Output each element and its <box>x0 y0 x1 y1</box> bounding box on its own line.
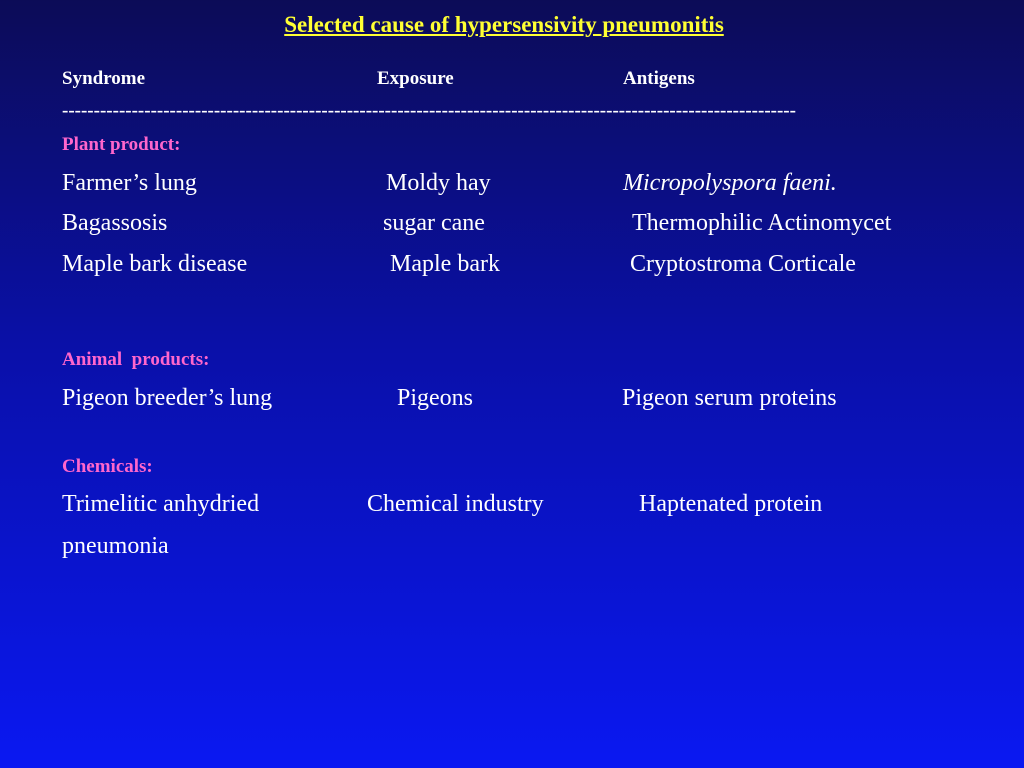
row-syndrome-continuation: pneumonia <box>62 533 169 559</box>
row-antigen: Haptenated protein <box>639 491 823 517</box>
header-exposure: Exposure <box>377 68 454 89</box>
section-label-animal: Animal products: <box>62 349 210 370</box>
row-exposure: Pigeons <box>397 385 474 411</box>
row-syndrome: Maple bark disease <box>62 251 248 277</box>
header-antigens: Antigens <box>623 68 695 89</box>
row-syndrome: Trimelitic anhydried <box>62 491 260 517</box>
row-exposure: Chemical industry <box>367 491 544 517</box>
slide-title: Selected cause of hypersensivity pneumonitis <box>284 12 724 37</box>
row-exposure: Maple bark <box>390 251 500 277</box>
row-exposure: Moldy hay <box>386 170 491 196</box>
row-antigen: Thermophilic Actinomycet <box>632 210 892 236</box>
row-syndrome: Bagassosis <box>62 210 168 236</box>
row-syndrome: Farmer’s lung <box>62 170 197 196</box>
row-antigen: Cryptostroma Corticale <box>630 251 856 277</box>
row-syndrome: Pigeon breeder’s lung <box>62 385 273 411</box>
row-antigen: Pigeon serum proteins <box>622 385 837 411</box>
header-divider: -------------------------------------------------------------------------------------------------------------------- <box>62 100 796 121</box>
section-label-chemicals: Chemicals: <box>62 456 153 477</box>
header-syndrome: Syndrome <box>62 68 146 89</box>
row-antigen: Micropolyspora faeni. <box>623 170 837 196</box>
section-label-plant: Plant product: <box>62 134 181 155</box>
row-exposure: sugar cane <box>383 210 485 236</box>
